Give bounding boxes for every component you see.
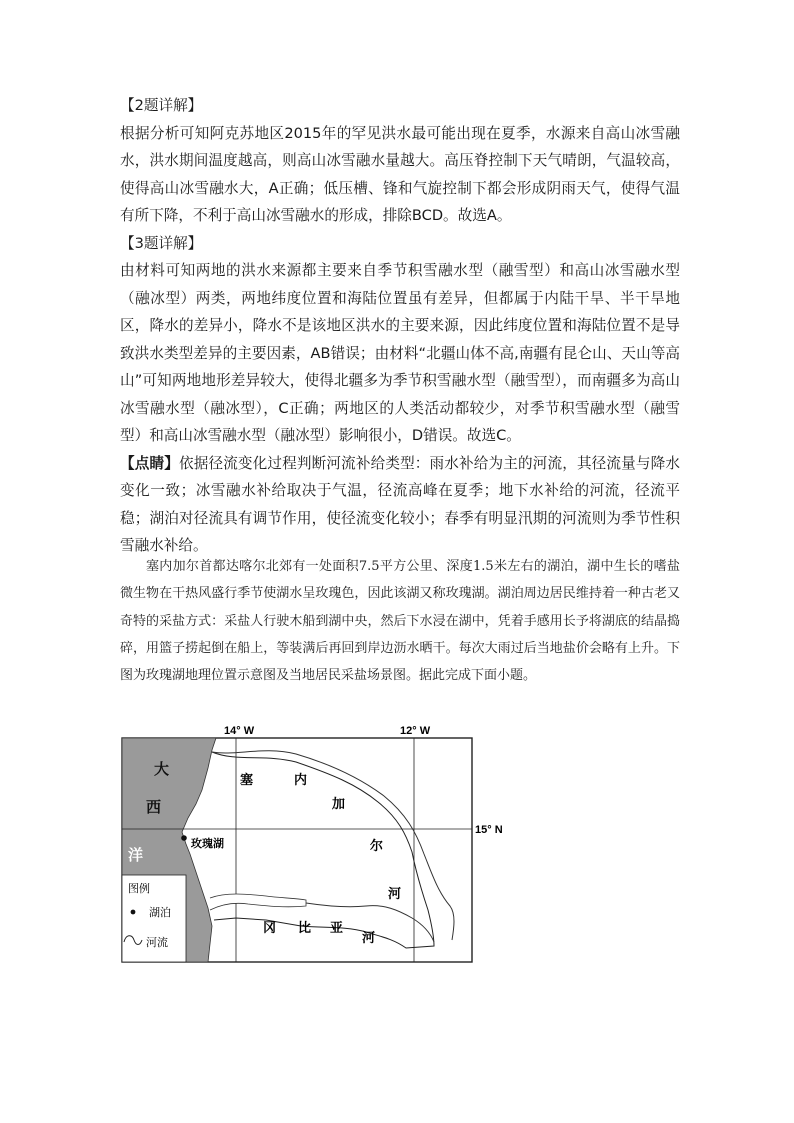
legend-lake-label: 湖泊	[149, 907, 171, 919]
country-label-2: 内	[294, 772, 308, 787]
tip-paragraph	[120, 450, 680, 560]
longitude-label-12w: 12° W	[400, 725, 431, 737]
legend-title: 图例	[128, 883, 150, 895]
q2-body: 根据分析可知阿克苏地区2015年的罕见洪水最可能出现在夏季，水源来自高山冰雪融水，洪水期间温度越高，则高山冰雪融水量越大。高压脊控制下天气晴朗，气温较高，使得高山冰雪融水大，A正确；低压槽、锋和气旋控制下都会形成阴雨天气，使得气温有所下降，不利于高山冰雪融水的形成，排除BCD。故选A。	[120, 124, 680, 224]
ocean-label-1: 大	[154, 761, 170, 778]
tip-heading: 【点睛】	[120, 454, 179, 472]
gambia-label-1: 冈	[263, 920, 277, 935]
gambia-label-4: 河	[362, 930, 376, 945]
legend-lake-symbol	[131, 910, 136, 915]
gambia-label-2: 比	[298, 920, 312, 935]
q2-heading: 【2题详解】	[120, 97, 203, 114]
country-label-1: 塞	[240, 772, 254, 787]
rose-lake-label: 玫瑰湖	[191, 838, 224, 850]
rose-lake-symbol	[181, 835, 187, 841]
passage-text: 塞内加尔首都达喀尔北郊有一处面积7.5平方公里、深度1.5米左右的湖泊，湖中生长的嗜盐微生物在干热风盛行季节使湖水呈玫瑰色，因此该湖又称玫瑰湖。湖泊周边居民维持着一种古老又奇特的采盐方式：采盐人行驶木船到湖中央，然后下水浸在湖中，凭着手感用长予将湖底的结晶捣碎，用篮子捞起倒在船上，等装满后再回到岸边沥水晒干。每次大雨过后当地盐价会略有上升。下图为玫瑰湖地理位置示意图及当地居民采盐场景图。据此完成下面小题。	[120, 559, 680, 684]
latitude-label-15n: 15° N	[475, 824, 503, 836]
answer-section	[120, 92, 680, 560]
tip-body: 依据径流变化过程判断河流补给类型：雨水补给为主的河流，其径流量与降水变化一致；冰雪融水补给取决于气温，径流高峰在夏季；地下水补给的河流，径流平稳；湖泊对径流具有调节作用，使径流变化较小；春季有明显汛期的河流则为季节性积雪融水补给。	[120, 454, 680, 554]
ocean-label-3: 洋	[128, 847, 144, 864]
q3-heading: 【3题详解】	[120, 234, 203, 252]
longitude-label-14w: 14° W	[224, 725, 255, 737]
country-label-3: 加	[332, 796, 346, 811]
gambia-label-3: 亚	[330, 920, 344, 935]
legend-river-label: 河流	[146, 937, 168, 949]
country-label-4: 尔	[370, 838, 384, 853]
material-passage	[120, 553, 680, 689]
q3-body: 由材料可知两地的洪水来源都主要来自季节积雪融水型（融雪型）和高山冰雪融水型（融冰型）两类，两地纬度位置和海陆位置虽有差异，但都属于内陆干旱、半干旱地区，降水的差异小，降水不是该地区洪水的主要来源，因此纬度位置和海陆位置不是导致洪水类型差异的主要因素，AB错误；由材料“北疆山体不高,南疆有昆仑山、天山等高山”可知两地地形差异较大，使得北疆多为季节积雪融水型（融雪型），而南疆多为高山冰雪融水型（融冰型），C正确；两地区的人类活动都较少，对季节积雪融水型（融雪型）和高山冰雪融水型（融冰型）影响很小，D错误。故选C。	[120, 262, 680, 444]
river-char: 河	[388, 886, 402, 901]
rose-lake-location-map	[116, 722, 516, 967]
ocean-label-2: 西	[146, 799, 162, 816]
